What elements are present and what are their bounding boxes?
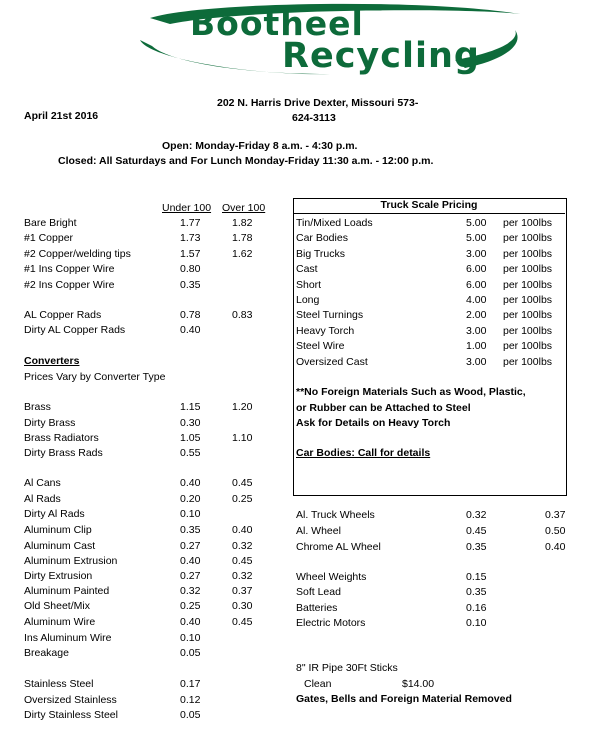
truck-scale-title: Truck Scale Pricing xyxy=(293,198,565,214)
price-over: 1.62 xyxy=(232,248,253,260)
price-row xyxy=(0,632,600,646)
misc-name: Wheel Weights xyxy=(296,571,367,583)
truck-item-name: Long xyxy=(296,294,320,306)
item-name: #2 Copper/welding tips xyxy=(24,248,131,260)
truck-item-name: Cast xyxy=(296,263,318,276)
address-line1: 202 N. Harris Drive Dexter, Missouri 573- xyxy=(217,97,419,109)
price-under: 0.35 xyxy=(180,279,201,291)
item-name: #1 Copper xyxy=(24,232,74,244)
truck-scale-row xyxy=(0,248,600,262)
pipe-clean-label: Clean xyxy=(304,678,332,690)
price-over: 0.30 xyxy=(232,600,253,612)
truck-item-price: 3.00 xyxy=(466,324,487,337)
price-under: 0.27 xyxy=(180,540,201,552)
wheel-over: 0.50 xyxy=(545,525,566,537)
price-under: 0.78 xyxy=(180,309,201,321)
item-name: Oversized Stainless xyxy=(24,694,117,706)
item-name: Dirty AL Copper Rads xyxy=(24,324,126,336)
item-name: Brass xyxy=(24,401,51,413)
misc-price: 0.10 xyxy=(466,617,487,630)
price-over: 0.45 xyxy=(232,555,253,567)
truck-note-1: **No Foreign Materials Such as Wood, Plastic, xyxy=(296,386,526,398)
wheel-name: Chrome AL Wheel xyxy=(296,541,381,553)
price-under: 1.73 xyxy=(180,232,201,244)
item-name: Al Rads xyxy=(24,493,61,505)
misc-price: 0.15 xyxy=(466,571,487,583)
truck-item-price: 4.00 xyxy=(466,294,487,306)
pipe-footer: Gates, Bells and Foreign Material Removed xyxy=(296,693,512,705)
truck-item-price: 5.00 xyxy=(466,217,487,229)
truck-item-unit: per 100lbs xyxy=(503,278,553,291)
price-over: 0.32 xyxy=(232,570,253,582)
item-name: Brass Radiators xyxy=(24,432,99,444)
date: April 21st 2016 xyxy=(24,110,99,122)
truck-scale-row xyxy=(0,263,600,277)
truck-item-name: Heavy Torch xyxy=(296,324,355,337)
item-name: #1 Ins Copper Wire xyxy=(24,263,115,275)
truck-item-name: Steel Wire xyxy=(296,340,345,353)
price-under: 0.17 xyxy=(180,678,201,690)
item-name: Aluminum Cast xyxy=(24,540,96,552)
misc-name: Batteries xyxy=(296,601,338,614)
column-under: Under 100 xyxy=(162,202,212,214)
truck-item-unit: per 100lbs xyxy=(503,232,553,245)
price-under: 1.15 xyxy=(180,401,201,413)
wheel-name: Al. Truck Wheels xyxy=(296,509,375,521)
truck-item-unit: per 100lbs xyxy=(503,263,553,276)
item-name: Al Cans xyxy=(24,477,61,489)
price-over: 1.10 xyxy=(232,432,253,444)
truck-item-name: Short xyxy=(296,278,322,291)
truck-item-name: Tin/Mixed Loads xyxy=(296,217,373,229)
truck-item-unit: per 100lbs xyxy=(503,309,553,322)
item-name: Aluminum Wire xyxy=(24,616,96,628)
item-name: Old Sheet/Mix xyxy=(24,600,90,612)
item-name: Stainless Steel xyxy=(24,678,94,690)
price-over: 0.25 xyxy=(232,493,253,505)
price-under: 1.05 xyxy=(180,432,201,444)
truck-item-unit: per 100lbs xyxy=(503,324,553,337)
item-name: Dirty Brass xyxy=(24,417,76,429)
truck-item-price: 1.00 xyxy=(466,340,487,353)
misc-row xyxy=(0,571,600,585)
item-name: Dirty Stainless Steel xyxy=(24,709,118,721)
car-bodies-note: Car Bodies: Call for details xyxy=(296,447,431,459)
price-under: 0.20 xyxy=(180,493,201,505)
wheel-under: 0.45 xyxy=(466,525,487,537)
item-name: Ins Aluminum Wire xyxy=(24,632,112,644)
converters-note: Prices Vary by Converter Type xyxy=(24,371,166,383)
truck-item-price: 5.00 xyxy=(466,232,487,245)
wheel-over: 0.40 xyxy=(545,541,566,553)
item-name: AL Copper Rads xyxy=(24,309,102,321)
wheel-row xyxy=(0,541,600,555)
truck-item-name: Car Bodies xyxy=(296,232,348,245)
price-row xyxy=(0,709,600,723)
price-under: 0.05 xyxy=(180,647,201,659)
truck-scale-row xyxy=(0,325,600,339)
price-under: 1.57 xyxy=(180,248,201,260)
price-under: 0.30 xyxy=(180,417,201,429)
truck-item-name: Steel Turnings xyxy=(296,309,364,322)
item-name: Dirty Extrusion xyxy=(24,570,93,582)
misc-price: 0.16 xyxy=(466,601,487,614)
price-over: 0.83 xyxy=(232,309,253,321)
price-over: 0.37 xyxy=(232,585,253,597)
column-over: Over 100 xyxy=(222,202,266,214)
item-name: Aluminum Painted xyxy=(24,585,110,597)
logo-line2: Recycling xyxy=(282,36,480,76)
item-name: Breakage xyxy=(24,647,69,659)
truck-scale-row xyxy=(0,232,600,246)
price-over: 1.78 xyxy=(232,232,253,244)
converters-heading: Converters xyxy=(24,355,80,367)
wheel-row xyxy=(0,525,600,539)
price-under: 0.40 xyxy=(180,616,201,628)
item-name: #2 Ins Copper Wire xyxy=(24,279,115,291)
price-under: 0.27 xyxy=(180,570,201,582)
truck-item-price: 2.00 xyxy=(466,309,487,322)
item-name: Dirty Brass Rads xyxy=(24,447,103,459)
truck-note-3: Ask for Details on Heavy Torch xyxy=(296,417,451,429)
item-name: Aluminum Extrusion xyxy=(24,555,118,567)
closed-hours: Closed: All Saturdays and For Lunch Monday-Friday 11:30 a.m. - 12:00 p.m. xyxy=(58,155,434,167)
price-over: 0.40 xyxy=(232,524,253,536)
wheel-under: 0.35 xyxy=(466,541,487,553)
price-over: 1.20 xyxy=(232,401,253,413)
address-line2: 624-3113 xyxy=(292,112,336,124)
pipe-title: 8" IR Pipe 30Ft Sticks xyxy=(296,662,398,674)
truck-item-price: 3.00 xyxy=(466,247,487,260)
misc-row xyxy=(0,602,600,616)
price-under: 0.05 xyxy=(180,709,201,721)
item-name: Bare Bright xyxy=(24,217,77,229)
truck-scale-row xyxy=(0,294,600,308)
truck-scale-row xyxy=(0,279,600,293)
price-row xyxy=(0,678,600,692)
truck-item-unit: per 100lbs xyxy=(503,340,553,353)
misc-name: Soft Lead xyxy=(296,586,341,599)
price-under: 0.10 xyxy=(180,508,201,520)
item-name: Dirty Al Rads xyxy=(24,508,85,520)
misc-row xyxy=(0,617,600,631)
misc-row xyxy=(0,586,600,600)
price-under: 0.32 xyxy=(180,585,201,597)
truck-item-price: 6.00 xyxy=(466,278,487,291)
price-row xyxy=(0,555,600,569)
open-hours: Open: Monday-Friday 8 a.m. - 4:30 p.m. xyxy=(162,140,358,152)
price-row xyxy=(0,647,600,661)
price-under: 0.40 xyxy=(180,555,201,567)
logo-line1: Bootheel xyxy=(190,4,364,43)
misc-name: Electric Motors xyxy=(296,617,366,630)
item-name: Aluminum Clip xyxy=(24,524,92,536)
price-under: 0.35 xyxy=(180,524,201,536)
price-under: 0.80 xyxy=(180,263,201,275)
truck-note-2: or Rubber can be Attached to Steel xyxy=(296,402,471,414)
truck-item-price: 3.00 xyxy=(466,355,487,368)
truck-item-unit: per 100lbs xyxy=(503,294,553,306)
price-under: 0.12 xyxy=(180,694,201,706)
wheel-under: 0.32 xyxy=(466,509,487,521)
truck-item-unit: per 100lbs xyxy=(503,355,553,368)
wheel-over: 0.37 xyxy=(545,509,566,521)
truck-scale-row xyxy=(0,217,600,231)
price-over: 0.45 xyxy=(232,616,253,628)
truck-item-price: 6.00 xyxy=(466,263,487,276)
truck-scale-row xyxy=(0,340,600,354)
price-under: 0.25 xyxy=(180,600,201,612)
price-under: 0.40 xyxy=(180,324,201,336)
price-under: 0.55 xyxy=(180,447,201,459)
wheel-name: Al. Wheel xyxy=(296,525,341,537)
price-over: 0.45 xyxy=(232,477,253,489)
truck-item-unit: per 100lbs xyxy=(503,247,553,260)
truck-scale-row xyxy=(0,309,600,323)
truck-item-name: Big Trucks xyxy=(296,247,346,260)
price-over: 0.32 xyxy=(232,540,253,552)
price-under: 0.10 xyxy=(180,632,201,644)
truck-scale-row xyxy=(0,356,600,370)
price-under: 1.77 xyxy=(180,217,201,229)
truck-item-unit: per 100lbs xyxy=(503,217,553,229)
truck-item-name: Oversized Cast xyxy=(296,355,368,368)
pipe-clean-price: $14.00 xyxy=(402,678,435,690)
misc-price: 0.35 xyxy=(466,586,487,599)
price-under: 0.40 xyxy=(180,477,201,489)
wheel-row xyxy=(0,509,600,523)
price-over: 1.82 xyxy=(232,217,253,229)
